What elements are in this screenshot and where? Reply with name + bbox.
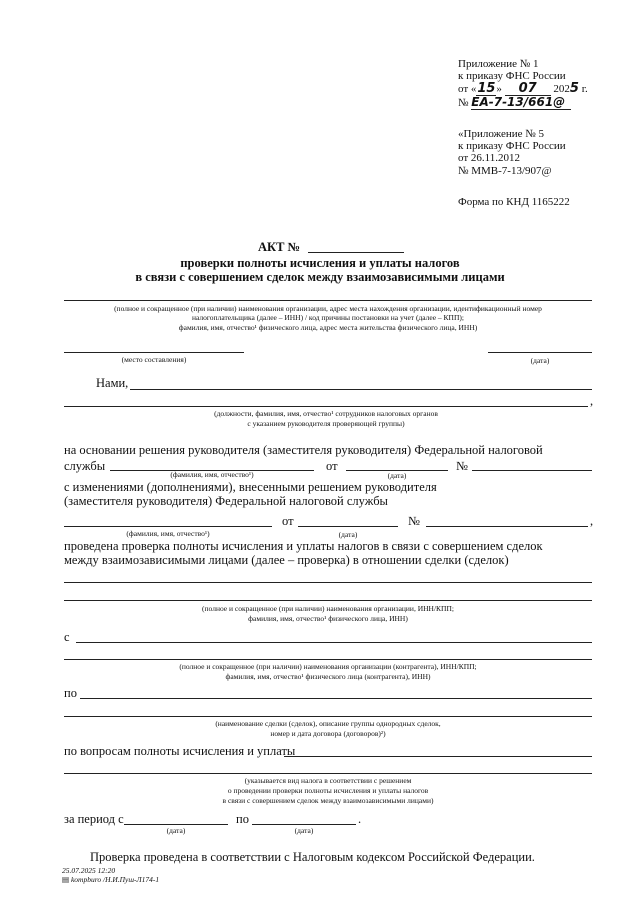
- caption-date: (дата): [530, 356, 550, 365]
- appendix1-line1: Приложение № 1: [458, 58, 539, 70]
- s-label: с: [64, 630, 70, 644]
- caption-officers-1: (должности, фамилия, имя, отчество¹ сотрудников налоговых органов: [214, 409, 438, 418]
- caption-date-small: (дата): [387, 471, 407, 480]
- date-suffix: г.: [581, 83, 588, 95]
- caption-org2-2: фамилия, имя, отчество¹ физического лица, ИНН): [248, 614, 408, 623]
- changes-ot: от: [282, 514, 294, 528]
- service-num-line: [472, 470, 592, 471]
- caption-deal-2: номер и дата договора (договоров)²): [270, 729, 386, 738]
- changes-line1: с изменениями (дополнениями), внесенными решением руководителя: [64, 480, 437, 494]
- changes-line2: (заместителя руководителя) Федеральной налоговой службы: [64, 494, 388, 508]
- handwritten-day: 15: [477, 81, 496, 96]
- handwritten-month: 07: [505, 82, 551, 96]
- caption-org2-1: (полное и сокращенное (при наличии) наименования организации, ИНН/КПП;: [202, 604, 454, 613]
- questions-label: по вопросам полноты исчисления и уплаты: [64, 744, 296, 758]
- officers-line: [64, 406, 588, 407]
- caption-date2: (дата): [338, 530, 358, 539]
- nami-line: [130, 389, 592, 390]
- po-label: по: [64, 686, 77, 700]
- conclusion: Проверка проведена в соответствии с Налоговым кодексом Российской Федерации.: [90, 850, 535, 864]
- caption-org-1: (полное и сокращенное (при наличии) наименования организации, адрес места нахождения организации, идентификационный номер: [114, 304, 542, 313]
- appendix5-line3: от 26.11.2012: [458, 152, 521, 164]
- appendix5-line1: «Приложение № 5: [458, 128, 545, 140]
- contractor-line1: [76, 642, 592, 643]
- tax-line2: [64, 773, 592, 774]
- caption-org-3: фамилия, имя, отчество¹ физического лица, адрес места жительства физического лица, ИНН): [178, 323, 478, 332]
- period-from-line: [124, 824, 228, 825]
- period-dot: .: [358, 812, 362, 826]
- form-code: Форма по КНД 1165222: [458, 196, 570, 208]
- caption-date3: (дата): [166, 826, 186, 835]
- period-po: по: [236, 812, 249, 826]
- date-mid: »: [496, 83, 502, 95]
- deal-org-line1: [64, 582, 592, 583]
- appendix5-line4: № ММВ-7-13/907@: [458, 165, 552, 177]
- appendix1-number: [458, 96, 571, 110]
- footer-source-text: kompburo /Н.И.Пуш-Л174-1: [70, 875, 160, 884]
- handwritten-year: 5: [569, 81, 579, 96]
- caption-officers-2: с указанием руководителя проверяющей группы): [247, 419, 405, 428]
- caption-place: (место составления): [121, 355, 187, 364]
- title-line3: в связи с совершением сделок между взаимозависимыми лицами: [135, 270, 505, 284]
- check-line2: между взаимозависимыми лицами (далее – проверка) в отношении сделки (сделок): [64, 553, 509, 567]
- period-label: за период с: [64, 812, 124, 826]
- service-label: службы: [64, 459, 106, 473]
- caption-fio2: (фамилия, имя, отчество¹): [126, 529, 210, 538]
- date-year-prefix: 202: [553, 83, 570, 95]
- handwritten-number: ЕА-7-13/661@: [471, 96, 571, 110]
- act-number-line: [308, 252, 404, 253]
- caption-fio: (фамилия, имя, отчество¹): [170, 470, 254, 479]
- footer-doc-icon: ▤: [62, 875, 71, 884]
- date-prefix: от «: [458, 83, 477, 95]
- appendix1-date: [458, 82, 588, 96]
- service-num: №: [456, 459, 468, 473]
- appendix1-line2: к приказу ФНС России: [458, 70, 566, 82]
- changes-date-line: [298, 526, 398, 527]
- period-to-line: [252, 824, 356, 825]
- appendix5-line2: к приказу ФНС России: [458, 140, 566, 152]
- changes-fio-line: [64, 526, 272, 527]
- caption-tax-3: в связи с совершением сделок между взаимозависимыми лицами): [222, 796, 434, 805]
- check-line1: проведена проверка полноты исчисления и уплаты налогов в связи с совершением сделок: [64, 539, 543, 553]
- deal-org-line2: [64, 600, 592, 601]
- deal-line1: [80, 698, 592, 699]
- changes-num-line: [426, 526, 588, 527]
- caption-deal-1: (наименование сделки (сделок), описание группы однородных сделок,: [215, 719, 441, 728]
- officers-comma: ,: [590, 394, 594, 408]
- deal-line2: [64, 716, 592, 717]
- footer-timestamp: 25.07.2025 12:20: [62, 866, 116, 875]
- title-line2: проверки полноты исчисления и уплаты налогов: [180, 256, 460, 270]
- caption-contr-1: (полное и сокращенное (при наличии) наименования организации (контрагента), ИНН/КПП;: [179, 662, 477, 671]
- service-ot: от: [326, 459, 338, 473]
- tax-line1: [284, 756, 592, 757]
- nami-label: Нами,: [96, 376, 129, 390]
- caption-tax-1: (указывается вид налога в соответствии с решением: [244, 776, 412, 785]
- caption-tax-2: о проведении проверки полноты исчисления и уплаты налогов: [227, 786, 429, 795]
- place-line: [64, 352, 244, 353]
- act-title: АКТ №: [258, 240, 301, 254]
- changes-comma: ,: [590, 514, 594, 528]
- caption-org-2: налогоплательщика (далее – ИНН) / код причины постановки на учет (далее – КПП);: [192, 313, 464, 322]
- caption-date4: (дата): [294, 826, 314, 835]
- caption-contr-2: фамилия, имя, отчество¹ физического лица (контрагента), ИНН): [225, 672, 431, 681]
- basis-line1: на основании решения руководителя (заместителя руководителя) Федеральной налоговой: [64, 443, 543, 457]
- number-prefix: №: [458, 97, 469, 109]
- date-line: [488, 352, 592, 353]
- footer-source: [62, 875, 159, 884]
- changes-num: №: [408, 514, 420, 528]
- org-line: [64, 300, 592, 301]
- contractor-line2: [64, 659, 592, 660]
